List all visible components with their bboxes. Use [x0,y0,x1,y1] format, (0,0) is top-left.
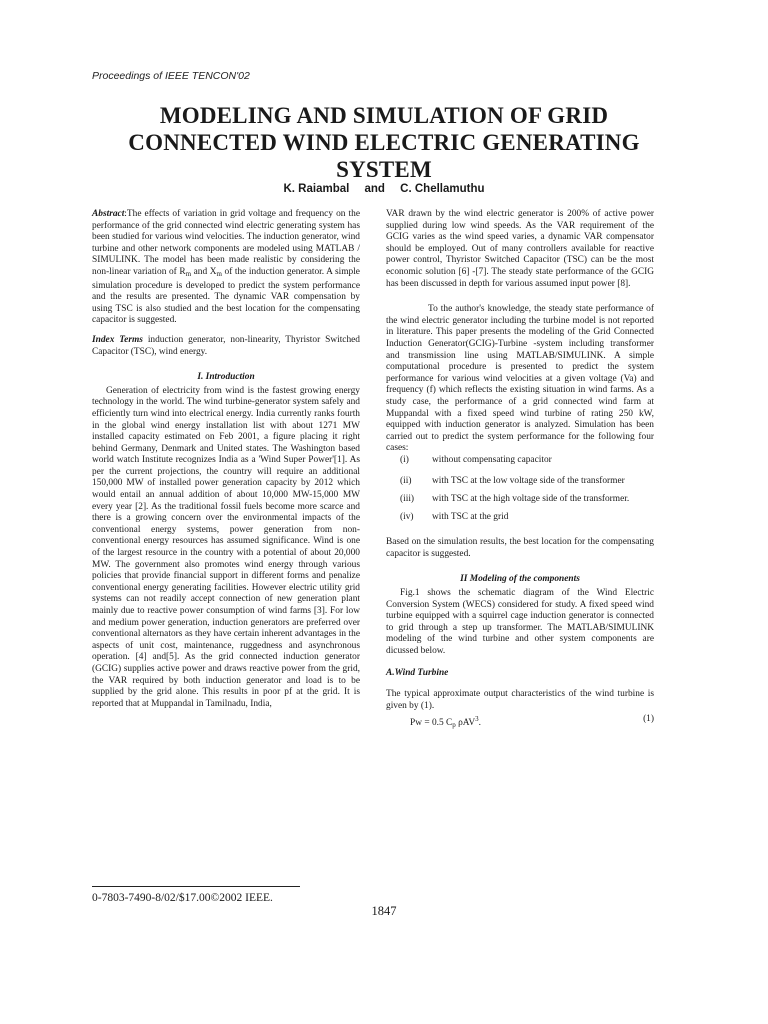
case-text: with TSC at the low voltage side of the transformer [432,476,625,487]
copyright-notice: 0-7803-7490-8/02/$17.00©2002 IEEE. [92,892,273,904]
eq-pre: Pw = 0.5 C [410,718,453,729]
equation-body [410,714,594,732]
equation-number: (1) [643,714,654,725]
author-1: K. Raiambal [283,183,350,195]
abstract-text: :The effects of variation in grid voltage and frequency on the performance of the grid connected wind electric generating system has been studied for various wind velocities. The induction generator, wind turbine and other network components are modeled using MATLAB / SIMULINK. The model has been made realistic by considering the non-linear variation of R [92,209,360,277]
subsection-heading-wind-turbine: A.Wind Turbine [386,667,449,678]
section-heading-introduction: I. Introduction [197,372,255,383]
index-terms [92,335,360,358]
title-line-3: SYSTEM [336,157,432,182]
eq-subscript: p [452,721,456,730]
eq-mid: ρAV [455,718,476,729]
list-item [386,455,654,467]
abstract-label: Abstract [92,209,125,219]
page-number: 1847 [371,904,397,918]
abstract-mid: and X [191,266,217,277]
title-line-2: CONNECTED WIND ELECTRIC GENERATING [128,130,640,155]
paper-title [60,102,708,183]
equation-1 [386,714,654,732]
author-2: C. Chellamuthu [400,183,485,195]
right-paragraph-5: The typical approximate output characteristics of the wind turbine is given by (1). [386,689,654,711]
left-column [92,209,360,710]
index-terms-text: induction generator, non-linearity, Thyristor Switched Capacitor (TSC), wind energy. [92,334,360,357]
right-paragraph-4: Fig.1 shows the schematic diagram of the Wind Electric Conversion System (WECS) considered for study. A fixed speed wind turbine equipped with a squirrel cage induction generator is connected to grid through a step up transformer. The MATLAB/SIMULINK modeling of the wind turbine and other system components are dicussed below. [386,588,654,656]
case-number: (i) [400,454,409,465]
case-text: without compensating capacitor [432,454,552,465]
title-line-1: MODELING AND SIMULATION OF GRID [159,103,609,128]
section-heading-modeling: II Modeling of the components [460,574,580,585]
case-number: (iv) [400,511,414,522]
list-item [386,476,654,488]
right-column [386,209,654,732]
author-conjunction: and [364,183,385,195]
list-item [386,494,654,506]
right-paragraph-3: Based on the simulation results, the best location for the compensating capacitor is suggested. [386,537,654,559]
index-terms-label: Index Terms [92,334,143,345]
eq-superscript: 3 [475,715,479,724]
author-line [0,183,768,195]
xm-subscript: m [216,269,222,278]
right-paragraph-2: To the author's knowledge, the steady state performance of the wind electric generator including the turbine model is not reported in literature. This paper presents the modeling of the Grid Connected Induction Generator(GCIG)-Turbine -system including transformer and transmission line using MATLAB/SIMULINK. A simple computational procedure is presented to predict the system performance for various wind velocities at a given voltage (Va) and frequency (f) which reflects the existing situation in wind farms. As a study case, the performance of a grid connected wind farm at Muppandal with a fixed speed wind turbine of rating 250 kW, equipped with induction generator is analyzed. Simulation has been carried out to predict the system performance for the following four cases: [386,304,654,454]
case-number: (ii) [400,476,412,487]
eq-post: . [478,718,481,729]
abstract-tail: of the induction generator. A simple simulation procedure is developed to predict the system performance and the results are presented. The dynamic VAR compensation by using TSC is also studied and the best location for the compensating capacitor is suggested. [92,266,360,326]
case-text: with TSC at the high voltage side of the transformer. [432,494,630,505]
rm-subscript: m [185,269,192,278]
abstract [92,209,360,327]
running-head: Proceedings of IEEE TENCON'02 [92,70,250,82]
introduction-text: Generation of electricity from wind is the fastest growing energy technology in the world. The wind turbine-generator system safely and efficiently turn wind into electrical energy. India currently ranks fourth in the global wind energy installation list with about 1271 MW installed capacity estimated on Feb 2001, a figure placing it right behind Germany, Denmark and United states. The Washington based world watch Institute recognizes India as a 'Wind Super Power'[1]. As per the current projections, the country will require an additional 150,000 MW of installed power generation capacity by 2012 which would entail an annual addition of about 10,000 MW-15,000 MW every year [2]. As the traditional fossil fuels become more scarce and there is a growing concern over the environmental impacts of the conventional energy systems, power generation from non- conventional energy resources has assumed significance. Wind is one of the largest resource in the country with a potential of about 20,000 MW. The government also promotes wind energy through various policies that provide financial support in different forms and penalize conventional energy generating facilities. However electric utility grid systems can not readily accept connection of new generation plant mainly due to reactive power consumption of wind farms [3]. For low and medium power generation, induction generators are preferred over conventional alternators as they have certain inherent advantages in the aspects of unit cost, maintenance, ruggedness and asynchronous operation. [4] and[5]. As the grid connected induction generator (GCIG) supplies active power and draws reactive power from the grid, the VAR required by both induction generator and load is to be supplied by the grid alone. This results in poor pf at the grid. It is reported that at Muppandal in Tamilnadu, India, [92,385,360,709]
list-item [386,512,654,524]
case-list [386,455,654,523]
right-paragraph-1: VAR drawn by the wind electric generator is 200% of active power supplied during low wind speeds. As the VAR requirement of the GCIG varies as the wind speed varies, a dynamic VAR compensator should be employed. Out of many controllers available for reactive power control, Thyristor Switched Capacitor (TSC) can be the most economic solution [6] -[7]. The steady state performance of the GCIG has been discussed in depth for various assumed input power [8]. [386,209,654,289]
case-number: (iii) [400,494,415,505]
footer-divider [92,886,300,887]
case-text: with TSC at the grid [432,511,509,522]
